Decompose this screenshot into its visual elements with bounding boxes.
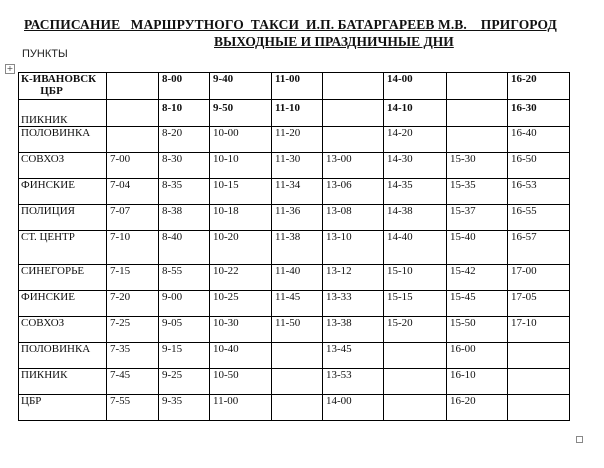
departure-time-cell: 11-40 bbox=[272, 265, 323, 291]
schedule-title: РАСПИСАНИЕ МАРШРУТНОГО ТАКСИ И.П. БАТАРГАРЕЕВ М.В. ПРИГОРОД bbox=[24, 17, 557, 32]
departure-time-cell bbox=[508, 369, 570, 395]
departure-time-cell: 11-34 bbox=[272, 179, 323, 205]
departure-time-cell: 13-06 bbox=[323, 179, 384, 205]
schedule-row bbox=[19, 369, 570, 395]
departure-time-cell: 10-30 bbox=[210, 317, 272, 343]
departure-time-cell: 7-55 bbox=[107, 395, 159, 421]
schedule-table bbox=[18, 72, 570, 421]
departure-time-cell: 14-00 bbox=[384, 73, 447, 100]
schedule-row bbox=[19, 205, 570, 231]
departure-time-cell: 13-12 bbox=[323, 265, 384, 291]
departure-time-cell bbox=[107, 127, 159, 153]
schedule-row bbox=[19, 343, 570, 369]
departure-time-cell bbox=[447, 100, 508, 127]
departure-time-cell: 13-00 bbox=[323, 153, 384, 179]
departure-time-cell bbox=[107, 100, 159, 127]
departure-time-cell: 11-00 bbox=[210, 395, 272, 421]
departure-time-cell: 16-20 bbox=[447, 395, 508, 421]
departure-time-cell: 10-20 bbox=[210, 231, 272, 265]
departure-time-cell: 16-57 bbox=[508, 231, 570, 265]
departure-time-cell: 16-20 bbox=[508, 73, 570, 100]
departure-time-cell: 7-45 bbox=[107, 369, 159, 395]
departure-time-cell bbox=[508, 395, 570, 421]
departure-time-cell: 16-10 bbox=[447, 369, 508, 395]
departure-time-cell bbox=[272, 343, 323, 369]
departure-time-cell: 14-38 bbox=[384, 205, 447, 231]
departure-time-cell: 10-00 bbox=[210, 127, 272, 153]
departure-time-cell: 11-20 bbox=[272, 127, 323, 153]
departure-time-cell: 15-40 bbox=[447, 231, 508, 265]
departure-time-cell: 15-15 bbox=[384, 291, 447, 317]
departure-time-cell: 7-10 bbox=[107, 231, 159, 265]
departure-time-cell: 10-10 bbox=[210, 153, 272, 179]
departure-time-cell bbox=[323, 73, 384, 100]
departure-time-cell: 7-15 bbox=[107, 265, 159, 291]
departure-time-cell bbox=[447, 73, 508, 100]
departure-time-cell bbox=[508, 343, 570, 369]
departure-time-cell: 15-30 bbox=[447, 153, 508, 179]
departure-time-cell: 9-15 bbox=[159, 343, 210, 369]
departure-time-cell: 13-33 bbox=[323, 291, 384, 317]
departure-time-cell: 11-36 bbox=[272, 205, 323, 231]
departure-time-cell bbox=[323, 127, 384, 153]
stop-name-cell: ПОЛОВИНКА bbox=[19, 343, 107, 369]
stop-name-cell: К-ИВАНОВСК ЦБР bbox=[19, 73, 107, 100]
departure-time-cell: 17-10 bbox=[508, 317, 570, 343]
schedule-row bbox=[19, 100, 570, 127]
departure-time-cell: 7-35 bbox=[107, 343, 159, 369]
schedule-row bbox=[19, 73, 570, 100]
departure-time-cell: 16-40 bbox=[508, 127, 570, 153]
departure-time-cell: 7-04 bbox=[107, 179, 159, 205]
departure-time-cell: 10-18 bbox=[210, 205, 272, 231]
departure-time-cell: 9-35 bbox=[159, 395, 210, 421]
departure-time-cell: 9-00 bbox=[159, 291, 210, 317]
schedule-row bbox=[19, 231, 570, 265]
departure-time-cell: 10-25 bbox=[210, 291, 272, 317]
departure-time-cell: 8-00 bbox=[159, 73, 210, 100]
schedule-row bbox=[19, 395, 570, 421]
departure-time-cell: 8-38 bbox=[159, 205, 210, 231]
departure-time-cell: 16-30 bbox=[508, 100, 570, 127]
departure-time-cell: 10-22 bbox=[210, 265, 272, 291]
departure-time-cell: 8-40 bbox=[159, 231, 210, 265]
departure-time-cell bbox=[384, 343, 447, 369]
departure-time-cell: 11-45 bbox=[272, 291, 323, 317]
departure-time-cell: 14-35 bbox=[384, 179, 447, 205]
departure-time-cell: 10-50 bbox=[210, 369, 272, 395]
departure-time-cell: 16-00 bbox=[447, 343, 508, 369]
departure-time-cell: 14-40 bbox=[384, 231, 447, 265]
departure-time-cell: 7-25 bbox=[107, 317, 159, 343]
departure-time-cell: 13-38 bbox=[323, 317, 384, 343]
departure-time-cell: 11-10 bbox=[272, 100, 323, 127]
departure-time-cell: 15-37 bbox=[447, 205, 508, 231]
departure-time-cell: 14-30 bbox=[384, 153, 447, 179]
departure-time-cell bbox=[447, 127, 508, 153]
departure-time-cell: 9-40 bbox=[210, 73, 272, 100]
departure-time-cell: 8-20 bbox=[159, 127, 210, 153]
schedule-row bbox=[19, 127, 570, 153]
departure-time-cell: 16-50 bbox=[508, 153, 570, 179]
departure-time-cell: 8-30 bbox=[159, 153, 210, 179]
departure-time-cell: 14-00 bbox=[323, 395, 384, 421]
departure-time-cell: 11-38 bbox=[272, 231, 323, 265]
departure-time-cell: 15-20 bbox=[384, 317, 447, 343]
stop-name-cell: ПОЛОВИНКА bbox=[19, 127, 107, 153]
points-label: ПУНКТЫ bbox=[22, 48, 68, 60]
stop-name-cell: СОВХОЗ bbox=[19, 153, 107, 179]
departure-time-cell: 11-30 bbox=[272, 153, 323, 179]
departure-time-cell: 14-20 bbox=[384, 127, 447, 153]
departure-time-cell: 11-00 bbox=[272, 73, 323, 100]
schedule-row bbox=[19, 317, 570, 343]
stop-name-cell: СИНЕГОРЬЕ bbox=[19, 265, 107, 291]
stop-name-cell: ПОЛИЦИЯ bbox=[19, 205, 107, 231]
schedule-row bbox=[19, 153, 570, 179]
departure-time-cell: 13-10 bbox=[323, 231, 384, 265]
departure-time-cell: 16-53 bbox=[508, 179, 570, 205]
departure-time-cell: 17-00 bbox=[508, 265, 570, 291]
departure-time-cell: 14-10 bbox=[384, 100, 447, 127]
schedule-row bbox=[19, 291, 570, 317]
departure-time-cell: 9-50 bbox=[210, 100, 272, 127]
stop-name-cell: ПИКНИК bbox=[19, 100, 107, 127]
stop-name-cell: ПИКНИК bbox=[19, 369, 107, 395]
departure-time-cell bbox=[384, 369, 447, 395]
departure-time-cell bbox=[272, 395, 323, 421]
stop-name-cell: ФИНСКИЕ bbox=[19, 291, 107, 317]
departure-time-cell: 10-40 bbox=[210, 343, 272, 369]
departure-time-cell bbox=[272, 369, 323, 395]
departure-time-cell: 16-55 bbox=[508, 205, 570, 231]
departure-time-cell: 11-50 bbox=[272, 317, 323, 343]
departure-time-cell: 15-50 bbox=[447, 317, 508, 343]
schedule-row bbox=[19, 265, 570, 291]
departure-time-cell: 7-20 bbox=[107, 291, 159, 317]
departure-time-cell: 7-07 bbox=[107, 205, 159, 231]
departure-time-cell: 17-05 bbox=[508, 291, 570, 317]
departure-time-cell: 8-10 bbox=[159, 100, 210, 127]
stop-name-cell: ФИНСКИЕ bbox=[19, 179, 107, 205]
departure-time-cell: 9-05 bbox=[159, 317, 210, 343]
departure-time-cell: 7-00 bbox=[107, 153, 159, 179]
departure-time-cell: 10-15 bbox=[210, 179, 272, 205]
departure-time-cell: 13-45 bbox=[323, 343, 384, 369]
departure-time-cell: 8-35 bbox=[159, 179, 210, 205]
departure-time-cell: 13-08 bbox=[323, 205, 384, 231]
departure-time-cell: 13-53 bbox=[323, 369, 384, 395]
schedule-row bbox=[19, 179, 570, 205]
departure-time-cell bbox=[107, 73, 159, 100]
departure-time-cell: 9-25 bbox=[159, 369, 210, 395]
departure-time-cell bbox=[323, 100, 384, 127]
table-move-handle-icon[interactable]: + bbox=[6, 64, 14, 73]
departure-time-cell: 15-10 bbox=[384, 265, 447, 291]
departure-time-cell: 15-45 bbox=[447, 291, 508, 317]
table-resize-handle[interactable] bbox=[576, 436, 583, 443]
departure-time-cell: 8-55 bbox=[159, 265, 210, 291]
schedule-subtitle: ВЫХОДНЫЕ И ПРАЗДНИЧНЫЕ ДНИ bbox=[214, 34, 454, 49]
departure-time-cell bbox=[384, 395, 447, 421]
departure-time-cell: 15-35 bbox=[447, 179, 508, 205]
departure-time-cell: 15-42 bbox=[447, 265, 508, 291]
stop-name-cell: СОВХОЗ bbox=[19, 317, 107, 343]
stop-name-cell: ЦБР bbox=[19, 395, 107, 421]
stop-name-cell: СТ. ЦЕНТР bbox=[19, 231, 107, 265]
